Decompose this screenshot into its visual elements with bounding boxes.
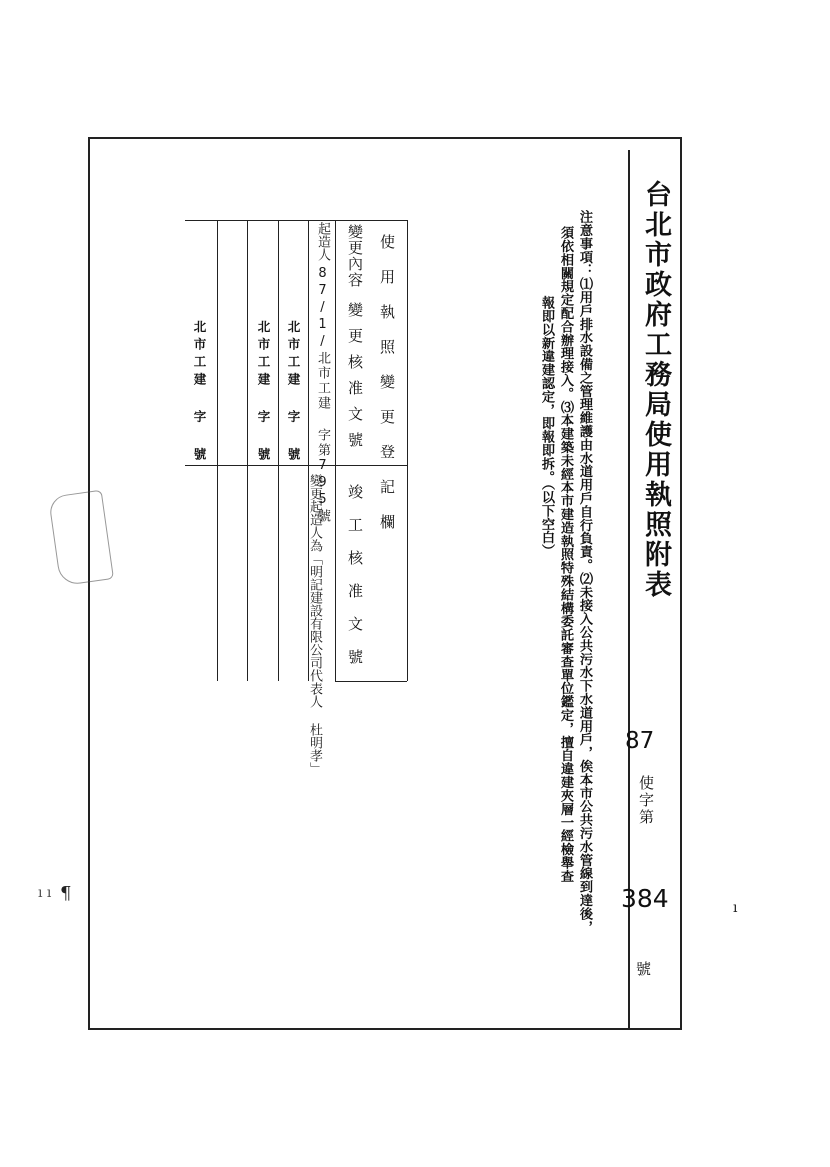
table-line <box>278 220 279 681</box>
row3-approval: 北市工建 字 號 <box>256 320 271 465</box>
scan-mark: ¶ <box>60 883 72 904</box>
notes-block <box>537 210 594 934</box>
note-line: 須依相關規定配合辦理接入。⑶本建築未經本市建造執照特殊結構委託審查單位鑑定，擅自違建夾層一經檢舉查 <box>558 226 573 883</box>
license-word: 使字第 <box>637 775 655 826</box>
row4-approval: 北市工建 字 號 <box>192 320 207 465</box>
row1-content: 起造人 <box>315 222 330 261</box>
note-line: 報即以新違建認定，即報即拆。（以下空白） <box>539 296 554 558</box>
license-number: 384 <box>621 884 669 913</box>
table-title: 使用執照變更登記欄 <box>378 234 396 549</box>
header-content: 變更內容 <box>346 224 364 288</box>
table-line <box>335 220 336 681</box>
license-year: 87 <box>625 728 655 754</box>
page-title: 台北市政府工務局使用執照附表 <box>640 180 671 600</box>
scan-mark: ı ı <box>38 885 52 901</box>
table-line <box>247 220 248 681</box>
row1-approval: 87/1/北市工建 字第795號 <box>315 266 330 524</box>
table-border-right <box>407 220 408 681</box>
table-divider <box>185 465 407 466</box>
table-border-top <box>185 220 407 221</box>
license-suffix: 號 <box>636 960 652 978</box>
table-line <box>217 220 218 681</box>
row2-approval: 北市工建 字 號 <box>286 320 301 465</box>
row1-completion: 變更起造人為「明記建設有限公司代表人 杜明孝」 <box>307 474 322 775</box>
header-approval: 變更核准文號 <box>346 302 364 458</box>
note-line: 注意事項：⑴用戶排水設備之管理維護由水道用戶自行負責。⑵未接入公共污水下水道用戶，俟本市公共污水管線到達後， <box>577 210 592 934</box>
header-completion: 竣工核准文號 <box>346 484 364 682</box>
change-registration-table <box>185 220 407 775</box>
scan-mark: ı <box>733 900 738 916</box>
